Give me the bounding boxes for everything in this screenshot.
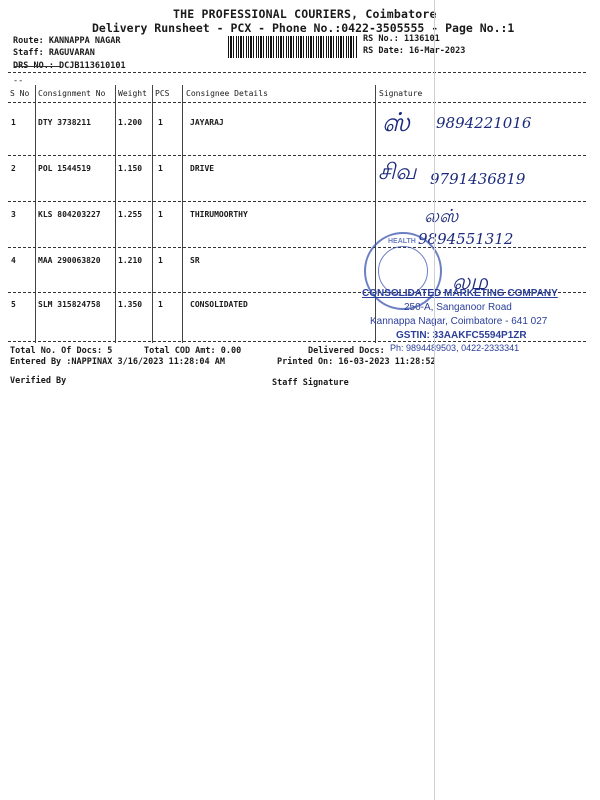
stamp-line1: CONSOLIDATED MARKETING COMPANY xyxy=(362,288,558,299)
signature-row2-phone: 9791436819 xyxy=(430,170,526,188)
row-consignment: SLM 315824758 xyxy=(38,300,101,309)
row-rule xyxy=(8,155,586,156)
column-header-pcs: PCS xyxy=(155,89,170,98)
row-weight: 1.255 xyxy=(118,210,143,219)
row-weight: 1.210 xyxy=(118,256,143,265)
row-consignee: CONSOLIDATED xyxy=(190,300,248,309)
row-weight: 1.150 xyxy=(118,164,143,173)
col-divider xyxy=(375,85,376,343)
verified-by: Verified By xyxy=(10,376,67,386)
row-consignment: MAA 290063820 xyxy=(38,256,101,265)
rs-date: RS Date: 16-Mar-2023 xyxy=(363,46,466,56)
company-title: THE PROFESSIONAL COURIERS, Coimbatore xyxy=(173,7,437,21)
row-consignee: JAYARAJ xyxy=(190,118,224,127)
route-label: Route: KANNAPPA NAGAR xyxy=(13,36,121,46)
signature-row3-phone: 9894551312 xyxy=(418,230,514,248)
row-consignee: SR xyxy=(190,256,200,265)
printed-on: Printed On: 16-03-2023 11:28:52 xyxy=(277,357,436,367)
column-header-weight: Weight xyxy=(118,89,147,98)
row-pcs: 1 xyxy=(158,118,163,127)
stamp-line3: Kannappa Nagar, Coimbatore - 641 027 xyxy=(370,316,548,327)
staff-label: Staff: RAGUVARAN xyxy=(13,48,95,58)
stamp-line4: GSTIN: 33AAKFC5594P1ZR xyxy=(396,330,527,341)
row-sno: 1 xyxy=(11,118,16,127)
stamp-line2: 250-A, Sanganoor Road xyxy=(404,302,512,313)
rule-mark: -- xyxy=(13,76,24,86)
column-header-signature: Signature xyxy=(379,89,423,98)
drs-number: DRS NO.: DCJB113610101 xyxy=(13,61,126,71)
row-consignment: KLS 804203227 xyxy=(38,210,101,219)
total-docs: Total No. Of Docs: 5 xyxy=(10,346,113,356)
col-divider xyxy=(115,85,116,343)
signature-row2: சிவ xyxy=(378,160,417,185)
row-pcs: 1 xyxy=(158,256,163,265)
row-sno: 2 xyxy=(11,164,16,173)
rs-number: RS No.: 1136101 xyxy=(363,34,440,44)
header-rule-bottom xyxy=(8,102,586,103)
row-pcs: 1 xyxy=(158,300,163,309)
row-pcs: 1 xyxy=(158,164,163,173)
row-sno: 4 xyxy=(11,256,16,265)
col-divider xyxy=(35,85,36,343)
drs-strike xyxy=(14,66,60,67)
row-sno: 5 xyxy=(11,300,16,309)
column-header-consignee: Consignee Details xyxy=(186,89,268,98)
row-consignment: DTY 3738211 xyxy=(38,118,91,127)
col-divider xyxy=(182,85,183,343)
seal-text: HEALTH xyxy=(388,238,416,245)
table-rule-bottom xyxy=(8,341,586,342)
barcode xyxy=(228,36,358,58)
staff-signature: Staff Signature xyxy=(272,378,349,388)
scan-edge xyxy=(434,0,435,800)
row-sno: 3 xyxy=(11,210,16,219)
signature-row1-phone: 9894221016 xyxy=(436,114,532,132)
header-rule-top xyxy=(8,72,586,73)
row-consignee: DRIVE xyxy=(190,164,215,173)
entered-by: Entered By :NAPPINAX 3/16/2023 11:28:04 AM xyxy=(10,357,225,367)
row-consignment: POL 1544519 xyxy=(38,164,91,173)
runsheet-title: Delivery Runsheet - PCX - Phone No.:0422-3505555 - Page No.:1 xyxy=(92,21,515,35)
row-weight: 1.200 xyxy=(118,118,143,127)
stamp-line5: Ph: 9894489503, 0422-2333341 xyxy=(390,343,520,353)
column-header-consignment: Consignment No xyxy=(38,89,106,98)
row-weight: 1.350 xyxy=(118,300,143,309)
signature-row3: லஸ் xyxy=(424,206,459,227)
row-rule xyxy=(8,201,586,202)
row-consignee: THIRUMOORTHY xyxy=(190,210,248,219)
row-pcs: 1 xyxy=(158,210,163,219)
signature-row5: லம xyxy=(452,270,488,295)
col-divider xyxy=(152,85,153,343)
column-header-sno: S No xyxy=(10,89,30,98)
signature-row1: ஸ் xyxy=(382,108,410,138)
total-cod: Total COD Amt: 0.00 xyxy=(144,346,242,356)
delivered-docs: Delivered Docs: xyxy=(308,346,385,356)
